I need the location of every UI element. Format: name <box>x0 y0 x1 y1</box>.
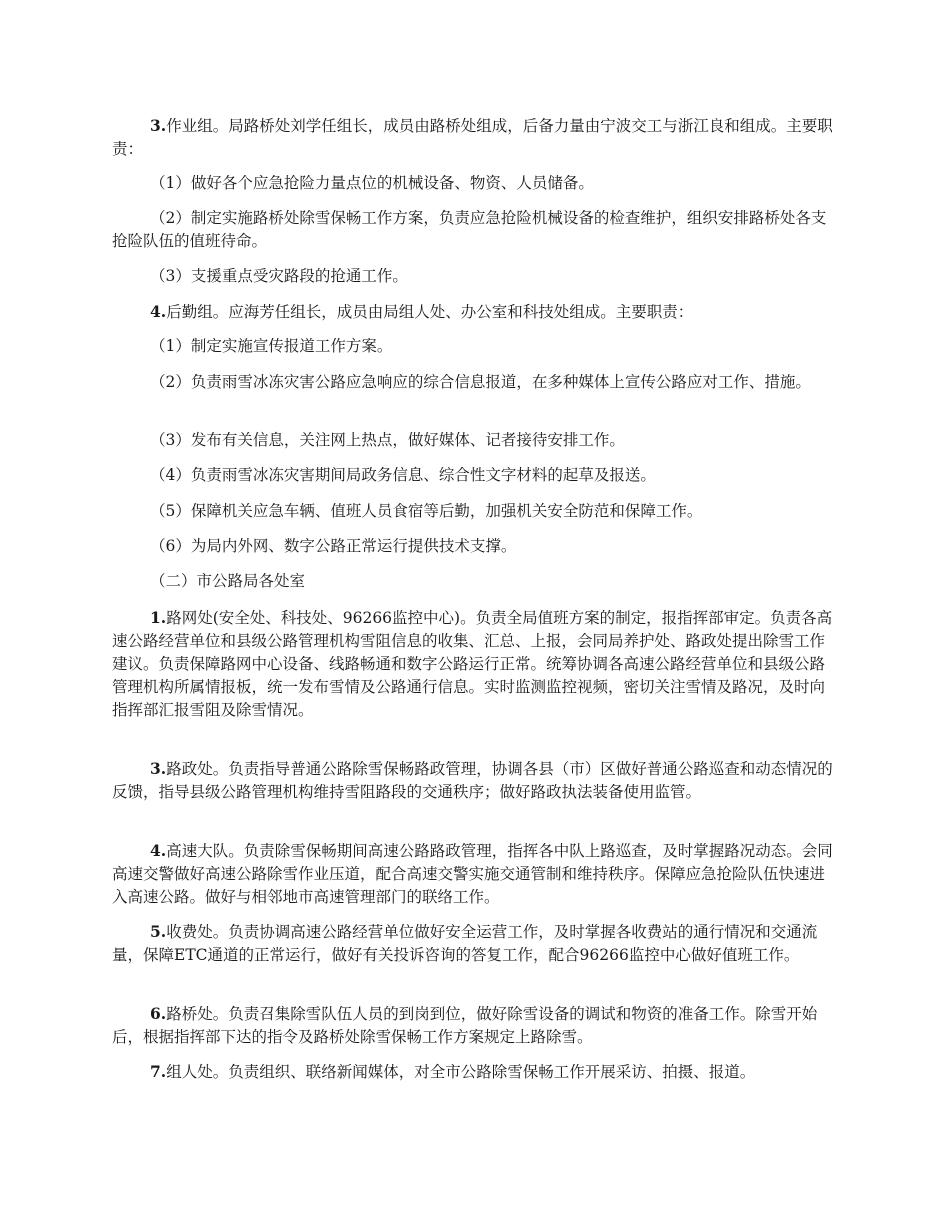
paragraph-text: （6）为局内外网、数字公路正常运行提供技术支撑。 <box>150 537 517 555</box>
section-heading-city-bureau <box>112 570 840 593</box>
paragraph-text: 路网处(安全处、科技处、96266监控中心)。负责全局值班方案的制定，报指挥部审定。负责各高速公路经营单位和县级公路管理机构雪阻信息的收集、汇总、上报，会同局养护处、路政处提出除雪工作建议。负责保障路网中心设备、线路畅通和数字公路运行正常。统筹协调各高速公路经营单位和县级公路管理机构所属情报板，统一发布雪情及公路通行信息。实时监测监控视频，密切关注雪情及路况，及时向指挥部汇报雪阻及除雪情况。 <box>112 609 833 719</box>
paragraph-text: 收费处。负责协调高速公路经营单位做好安全运营工作，及时掌握各收费站的通行情况和交通流量，保障ETC通道的正常运行，做好有关投诉咨询的答复工作，配合96266监控中心做好值班工作。 <box>112 923 818 964</box>
paragraph-personnel-dept <box>112 1060 840 1084</box>
paragraph-number: 6. <box>150 1004 167 1023</box>
paragraph-number: 4. <box>150 302 167 321</box>
paragraph-text: 高速大队。负责除雪保畅期间高速公路路政管理，指挥各中队上路巡查，及时掌握路况动态。会同高速交警做好高速公路除雪作业压道，配合高速交警实施交通管制和维持秩序。保障应急抢险队伍快速进入高速公路。做好与相邻地市高速管理部门的联络工作。 <box>112 842 833 906</box>
paragraph-section-3-operations <box>112 114 840 161</box>
paragraph-text: 路政处。负责指导普通公路除雪保畅路政管理，协调各县（市）区做好普通公路巡查和动态情况的反馈，指导县级公路管理机构维持雪阻路段的交通秩序；做好路政执法装备使用监管。 <box>112 760 833 801</box>
paragraph-toll-dept <box>112 920 840 967</box>
paragraph-road-network-dept <box>112 606 840 722</box>
paragraph-number: 7. <box>150 1062 167 1081</box>
paragraph-logistics-item-5 <box>112 500 840 523</box>
paragraph-road-admin-dept <box>112 757 840 804</box>
paragraph-ops-item-1 <box>112 172 840 195</box>
paragraph-number: 4. <box>150 841 167 860</box>
paragraph-logistics-item-3 <box>112 429 840 452</box>
paragraph-logistics-item-2 <box>112 371 840 394</box>
paragraph-logistics-item-4 <box>112 464 840 487</box>
paragraph-section-4-logistics <box>112 300 840 324</box>
paragraph-text: （1）制定实施宣传报道工作方案。 <box>150 337 393 355</box>
paragraph-text: （3）发布有关信息，关注网上热点，做好媒体、记者接待安排工作。 <box>150 431 625 449</box>
paragraph-logistics-item-1 <box>112 335 840 358</box>
paragraph-text: （1）做好各个应急抢险力量点位的机械设备、物资、人员储备。 <box>150 174 594 192</box>
paragraph-text: （2）负责雨雪冰冻灾害公路应急响应的综合信息报道，在多种媒体上宣传公路应对工作、措施。 <box>150 373 811 391</box>
paragraph-highway-brigade <box>112 839 840 909</box>
paragraph-number: 5. <box>150 922 167 941</box>
paragraph-logistics-item-6 <box>112 535 840 558</box>
paragraph-text: （2）制定实施路桥处除雪保畅工作方案，负责应急抢险机械设备的检查维护，组织安排路桥处各支抢险队伍的值班待命。 <box>112 209 827 250</box>
paragraph-number: 1. <box>150 608 167 627</box>
paragraph-text: 后勤组。应海芳任组长，成员由局组人处、办公室和科技处组成。主要职责： <box>166 303 694 321</box>
paragraph-text: 作业组。局路桥处刘学任组长，成员由路桥处组成，后备力量由宁波交工与浙江良和组成。主要职责： <box>112 117 833 158</box>
paragraph-ops-item-3 <box>112 265 840 288</box>
paragraph-text: （4）负责雨雪冰冻灾害期间局政务信息、综合性文字材料的起草及报送。 <box>150 466 656 484</box>
paragraph-number: 3. <box>150 116 167 135</box>
paragraph-number: 3. <box>150 759 167 778</box>
paragraph-text: 路桥处。负责召集除雪队伍人员的到岗到位，做好除雪设备的调试和物资的准备工作。除雪开始后，根据指挥部下达的指令及路桥处除雪保畅工作方案规定上路除雪。 <box>112 1005 818 1046</box>
paragraph-ops-item-2 <box>112 207 840 253</box>
paragraph-text: （二）市公路局各处室 <box>150 572 306 590</box>
paragraph-road-bridge-dept <box>112 1002 840 1049</box>
paragraph-text: （5）保障机关应急车辆、值班人员食宿等后勤，加强机关安全防范和保障工作。 <box>150 502 703 520</box>
paragraph-text: （3）支援重点受灾路段的抢通工作。 <box>150 267 408 285</box>
paragraph-text: 组人处。负责组织、联络新闻媒体，对全市公路除雪保畅工作开展采访、拍摄、报道。 <box>166 1063 756 1081</box>
